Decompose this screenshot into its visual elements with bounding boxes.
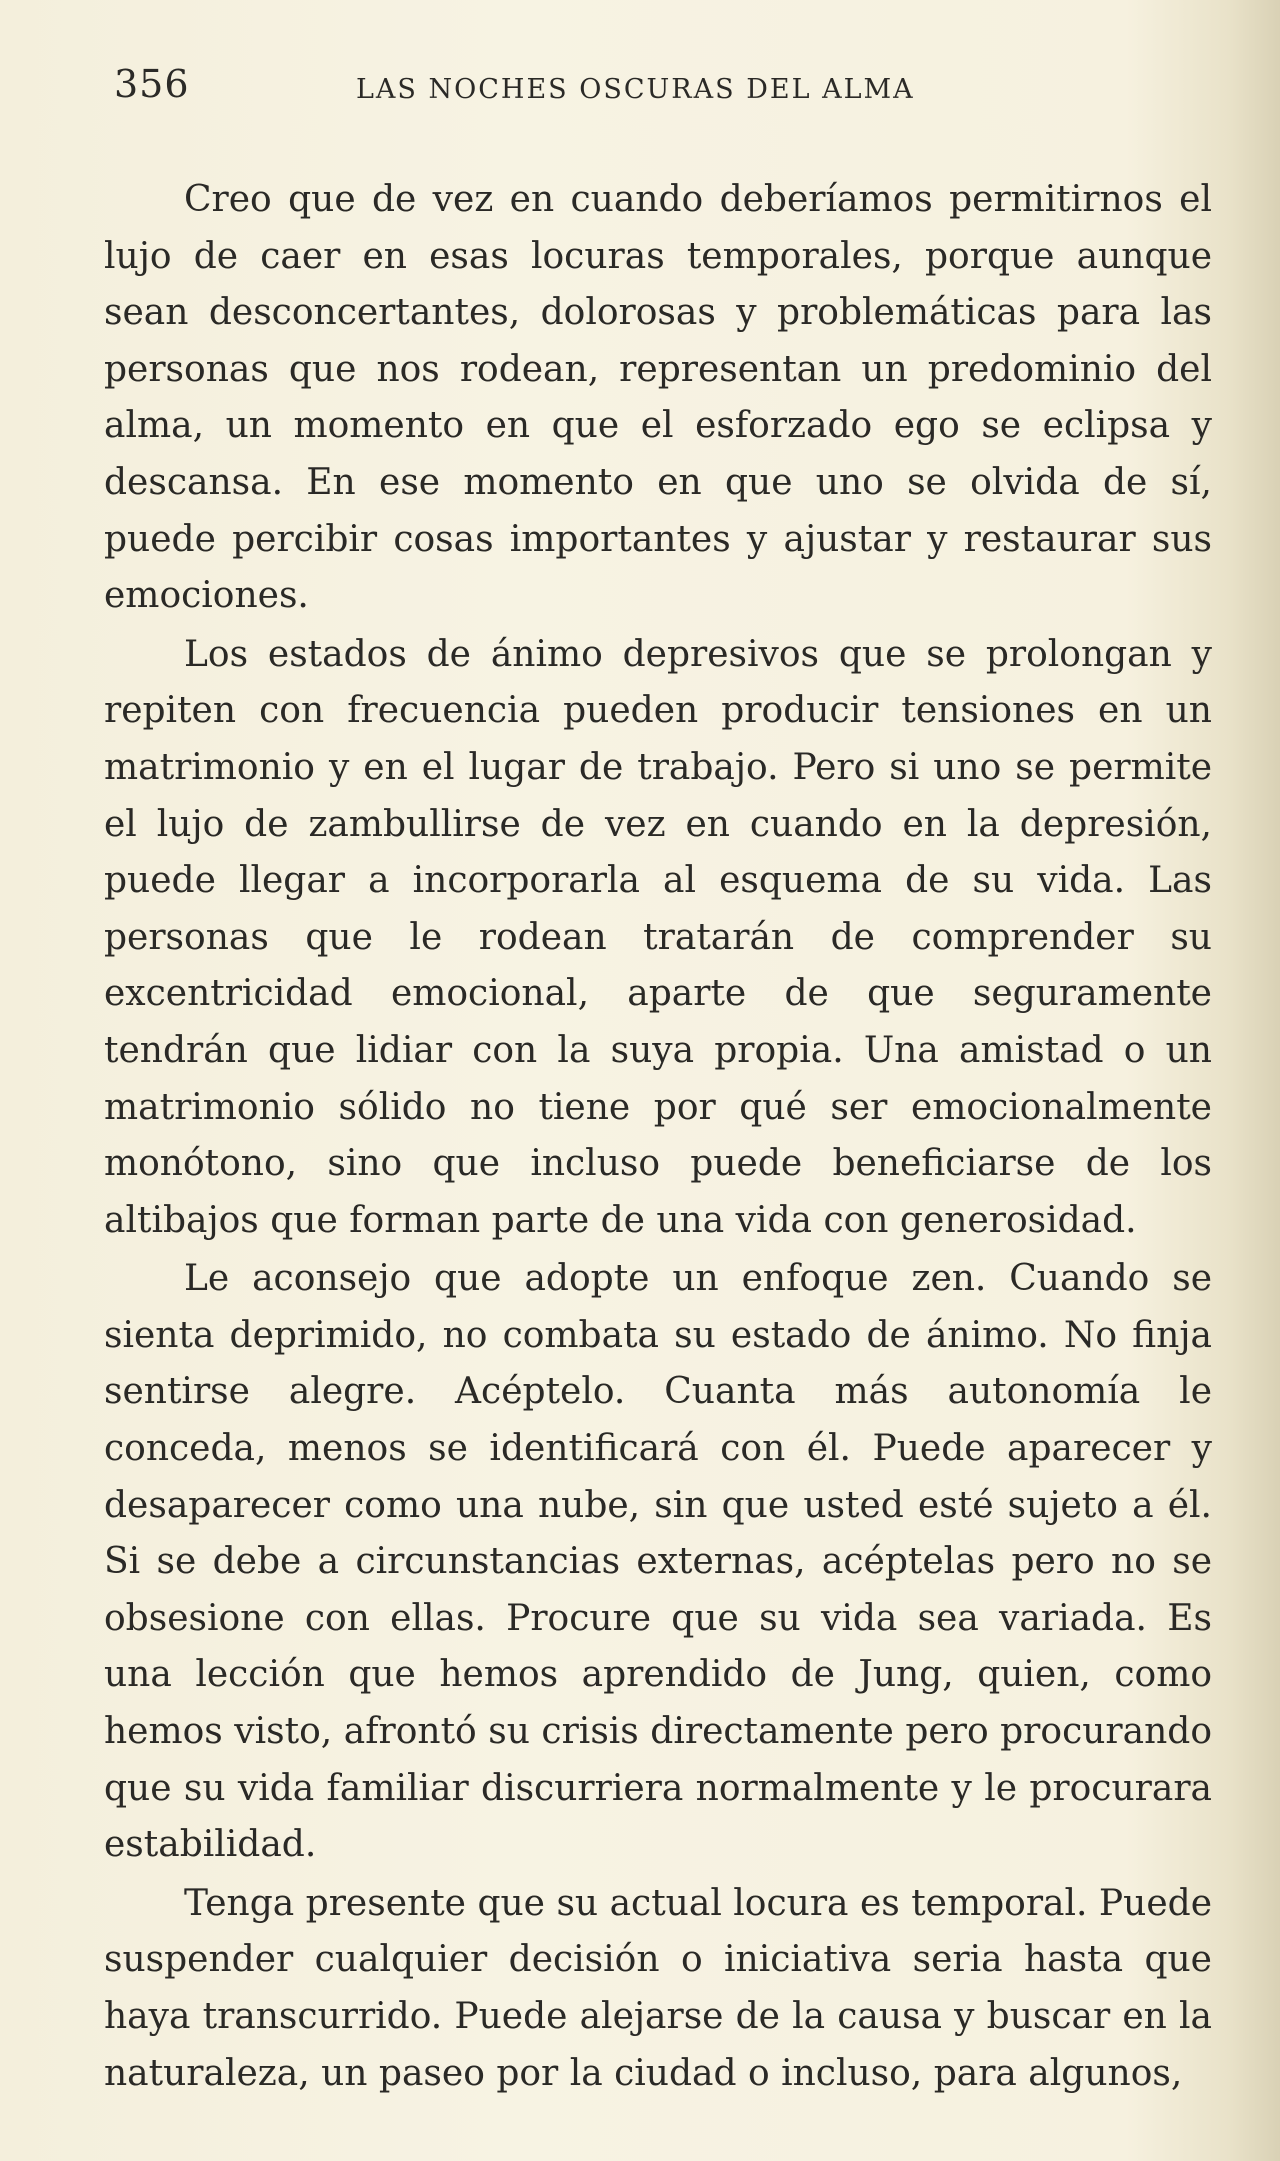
page-body	[104, 172, 1212, 2102]
paragraph-4: Tenga presente que su actual locura es temporal. Puede suspender cualquier decisión o iniciativa seria hasta que haya transcurrido. Puede alejarse de la causa y buscar en la naturaleza, un paseo por la ciudad o incluso, para algunos,	[104, 1882, 1212, 2094]
paragraph-2: Los estados de ánimo depresivos que se prolongan y repiten con frecuencia pueden producir tensiones en un matrimonio y en el lugar de trabajo. Pero si uno se permite el lujo de zambullirse de vez en cuando en la depresión, puede llegar a incorporarla al esquema de su vida. Las personas que le rodean tratarán de comprender su excentricidad emocional, aparte de que seguramente tendrán que lidiar con la suya propia. Una amistad o un matrimonio sólido no tiene por qué ser emocionalmente monótono, sino que incluso puede beneficiarse de los altibajos que forman parte de una vida con generosidad.	[104, 633, 1212, 1241]
page-number: 356	[114, 62, 190, 106]
paragraph-3: Le aconsejo que adopte un enfoque zen. Cuando se sienta deprimido, no combata su estado de ánimo. No finja sentirse alegre. Acéptelo. Cuanta más autonomía le conceda, menos se identificará con él. Puede aparecer y desaparecer como una nube, sin que usted esté sujeto a él. Si se debe a circunstancias externas, acéptelas pero no se obsesione con ellas. Procure que su vida sea variada. Es una lección que hemos aprendido de Jung, quien, como hemos visto, afrontó su crisis directamente pero procurando que su vida familiar discurriera normalmente y le procurara estabilidad.	[104, 1258, 1212, 1866]
running-head: LAS NOCHES OSCURAS DEL ALMA	[356, 74, 915, 105]
paragraph-1: Creo que de vez en cuando deberíamos permitirnos el lujo de caer en esas locuras temporales, porque aunque sean desconcertantes, dolorosas y problemáticas para las personas que nos rodean, representan un predominio del alma, un momento en que el esforzado ego se eclipsa y descansa. En ese momento en que uno se olvida de sí, puede percibir cosas importantes y ajustar y restaurar sus emociones.	[104, 179, 1212, 617]
page-header	[114, 58, 1174, 118]
